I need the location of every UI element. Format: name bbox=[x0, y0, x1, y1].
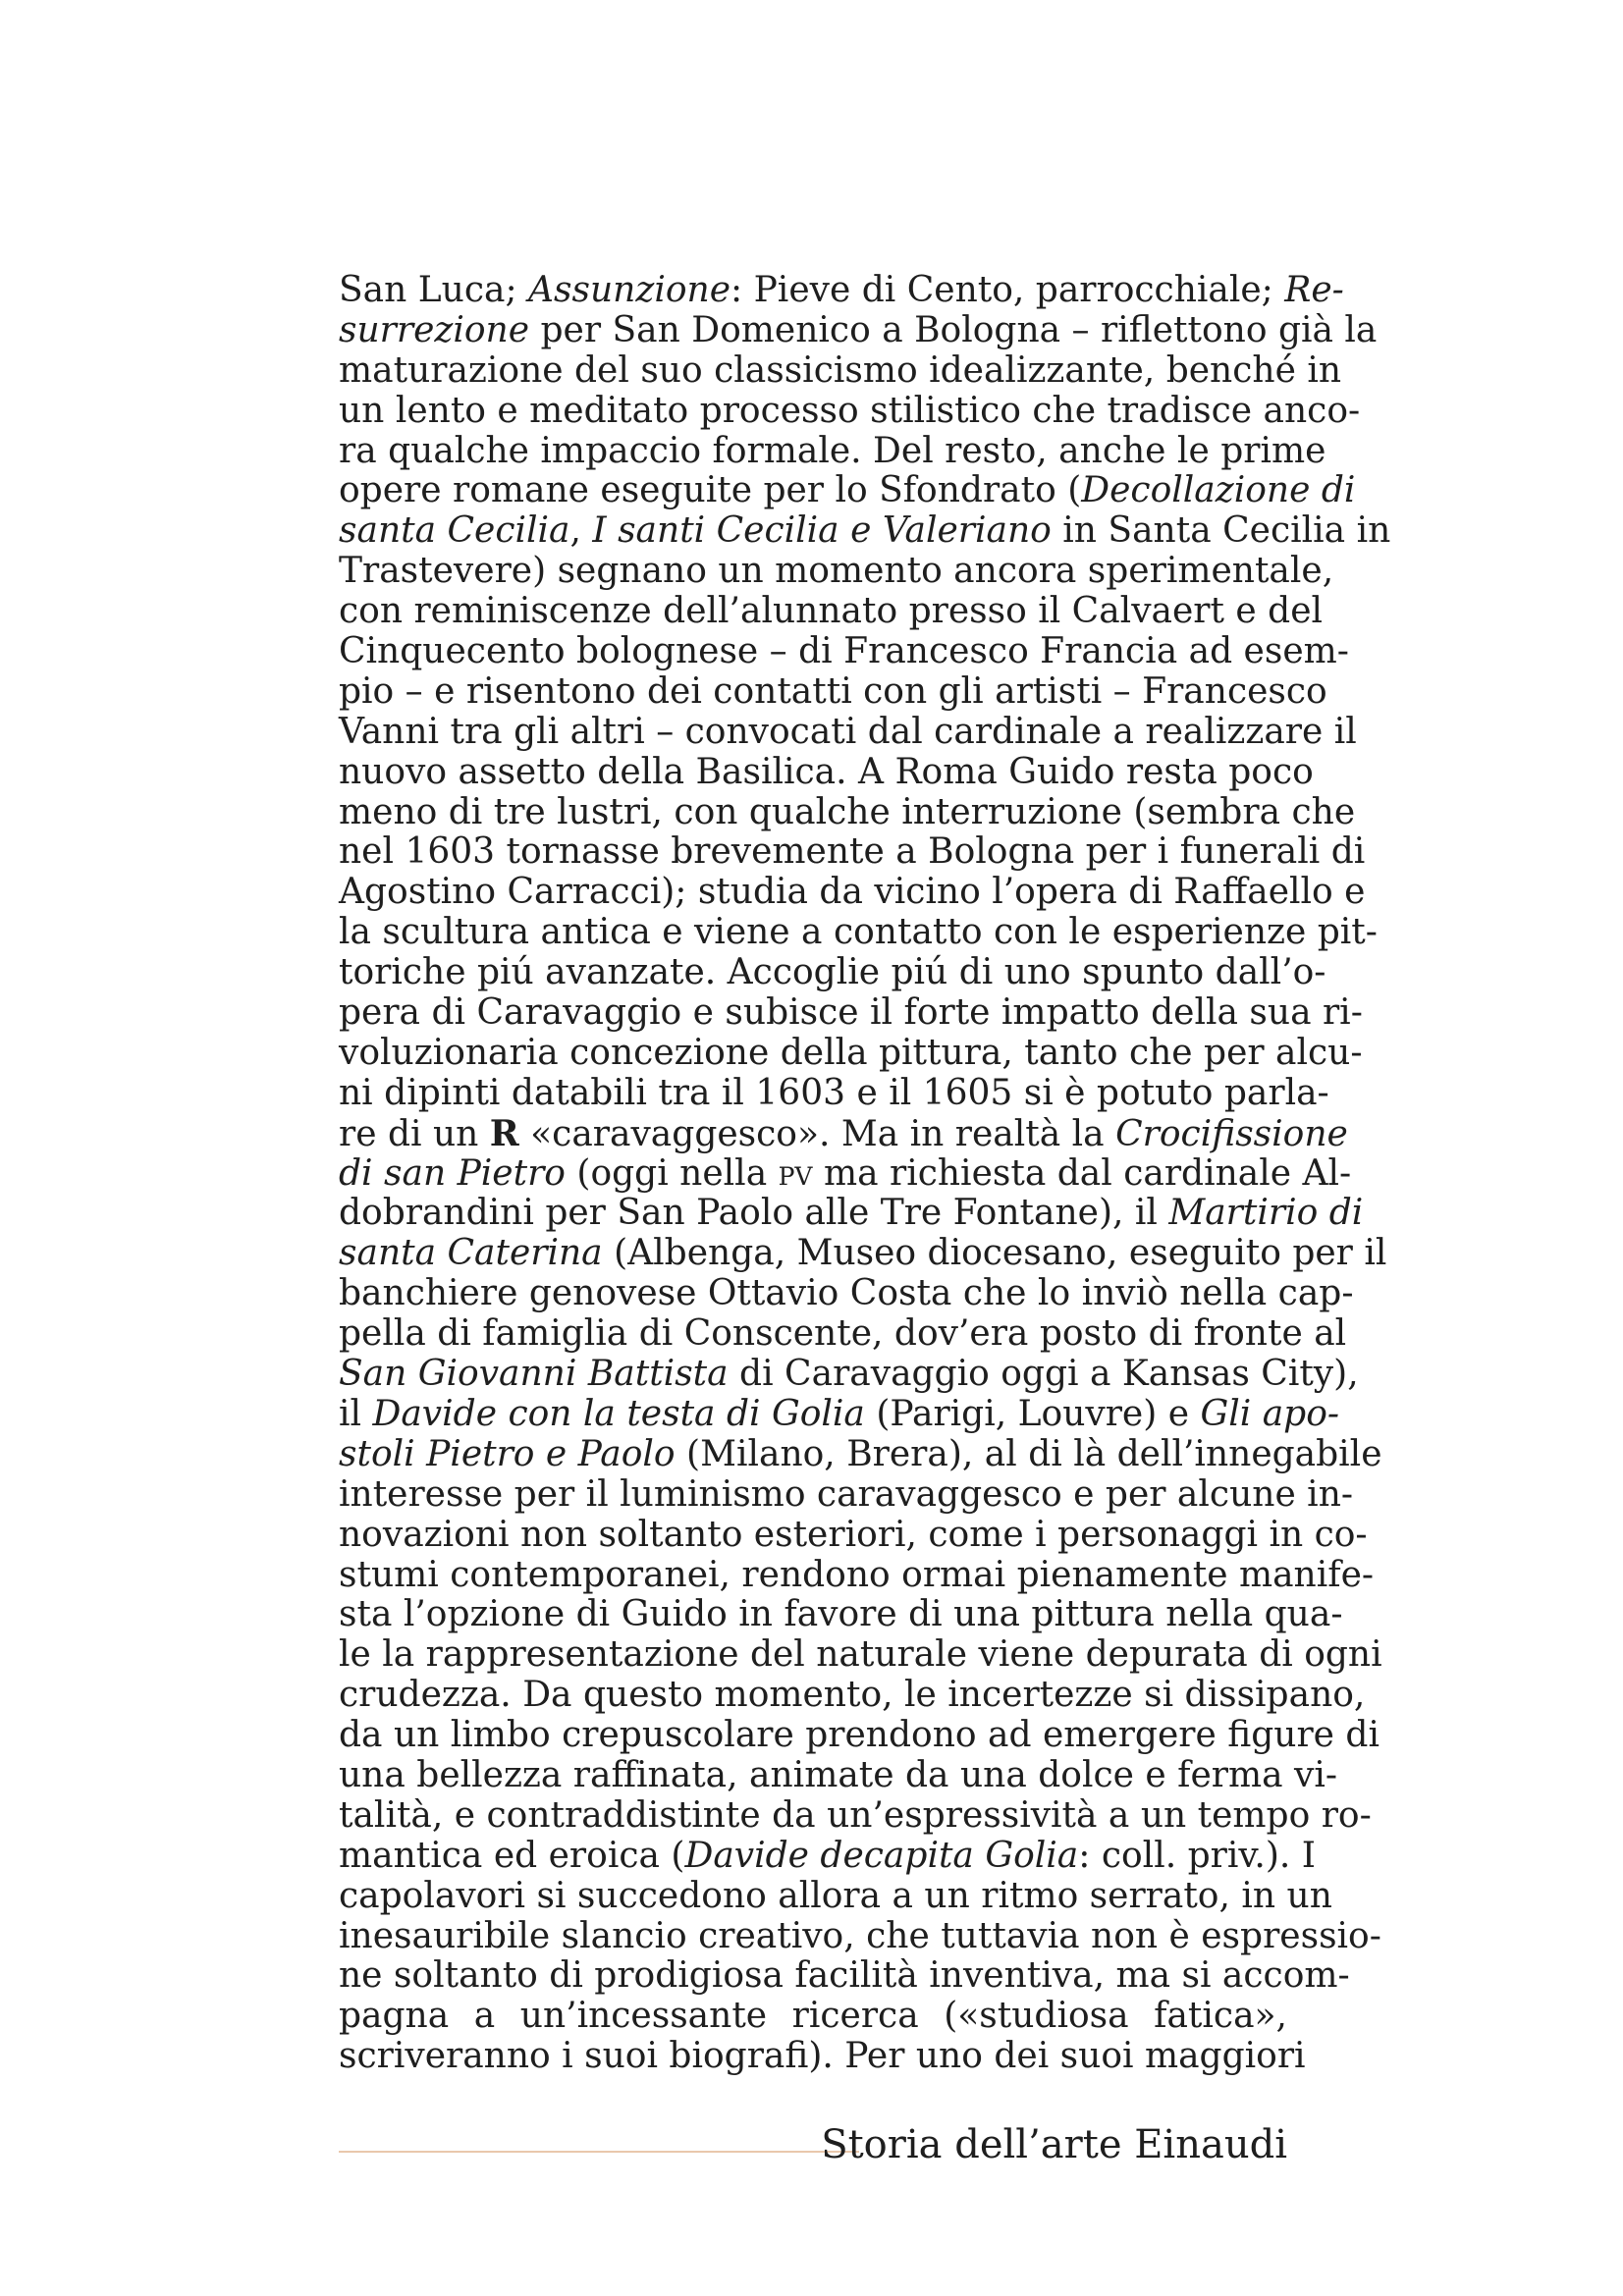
text-run: sta l’opzione di Guido in favore di una pittura nella qua- bbox=[339, 1594, 1343, 1635]
text-run: Vanni tra gli altri – convocati dal cardinale a realizzare il bbox=[339, 711, 1357, 752]
text-run: ma richiesta dal cardinale Al- bbox=[812, 1152, 1352, 1194]
text-line bbox=[339, 551, 1334, 592]
text-run: pera di Caravaggio e subisce il forte impatto della sua ri- bbox=[339, 992, 1363, 1034]
text-run: ne soltanto di prodigiosa facilità inventiva, ma si accom- bbox=[339, 1955, 1350, 1997]
italic-run: Crocifissione bbox=[1115, 1113, 1348, 1154]
text-run: banchiere genovese Ottavio Costa che lo inviò nella cap- bbox=[339, 1273, 1354, 1314]
text-line bbox=[339, 1554, 1375, 1596]
italic-run: santa Caterina bbox=[339, 1233, 603, 1274]
text-line bbox=[339, 1675, 1366, 1716]
italic-run: Re- bbox=[1284, 270, 1344, 310]
text-run: talità, e contraddistinte da un’espressività a un tempo ro- bbox=[339, 1794, 1372, 1836]
text-line bbox=[339, 1152, 1352, 1195]
text-line bbox=[339, 2036, 1306, 2077]
text-line bbox=[339, 992, 1363, 1034]
text-run: Trastevere) segnano un momento ancora sperimentale, bbox=[339, 551, 1334, 592]
text-line bbox=[339, 1313, 1347, 1355]
text-run: : Pieve di Cento, parrocchiale; bbox=[730, 270, 1285, 310]
text-run: pagna a un’incessante ricerca («studiosa fatica», bbox=[339, 1996, 1287, 2037]
text-run: nel 1603 tornasse brevemente a Bologna per i funerali di bbox=[339, 831, 1366, 873]
italic-run: Martirio di bbox=[1168, 1193, 1364, 1234]
text-run: Cinquecento bolognese – di Francesco Francia ad esem- bbox=[339, 631, 1349, 672]
text-line bbox=[339, 1955, 1350, 1997]
text-line bbox=[339, 1594, 1343, 1635]
body-text bbox=[339, 270, 1391, 2077]
text-line bbox=[339, 1273, 1354, 1314]
footer-title: Storia dell’arte Einaudi bbox=[821, 2122, 1287, 2167]
text-line bbox=[339, 670, 1327, 713]
text-run: novazioni non soltanto esteriori, come i personaggi in co- bbox=[339, 1514, 1368, 1555]
text-line bbox=[339, 711, 1357, 753]
text-run: le la rappresentazione del naturale viene depurata di ogni bbox=[339, 1634, 1382, 1676]
text-line bbox=[339, 631, 1349, 672]
text-run: ni dipinti databili tra il 1603 e il 1605 si è potuto parla- bbox=[339, 1072, 1329, 1113]
text-run: stumi contemporanei, rendono ormai pienamente manife- bbox=[339, 1554, 1375, 1595]
text-line bbox=[339, 1514, 1368, 1556]
text-line bbox=[339, 1433, 1382, 1475]
text-line bbox=[339, 1794, 1372, 1837]
text-line bbox=[339, 831, 1366, 873]
text-run: inesauribile slancio creativo, che tuttavia non è espressio- bbox=[339, 1915, 1381, 1956]
text-run: , bbox=[569, 510, 593, 552]
italic-run: Assunzione bbox=[528, 270, 731, 310]
text-run: per San Domenico a Bologna – riflettono già la bbox=[529, 309, 1378, 350]
text-line bbox=[339, 1754, 1338, 1796]
text-run: il bbox=[339, 1393, 373, 1434]
text-line bbox=[339, 470, 1356, 511]
italic-run: I santi Cecilia e Valeriano bbox=[592, 510, 1052, 552]
text-run: opere romane eseguite per lo Sfondrato ( bbox=[339, 470, 1082, 511]
text-run: ra qualche impaccio formale. Del resto, anche le prime bbox=[339, 430, 1326, 471]
text-line bbox=[339, 1875, 1332, 1917]
text-run: maturazione del suo classicismo idealizzante, benché in bbox=[339, 349, 1342, 391]
text-run: nuovo assetto della Basilica. A Roma Guido resta poco bbox=[339, 751, 1314, 792]
text-line bbox=[339, 510, 1391, 552]
italic-run: San Giovanni Battista bbox=[339, 1354, 729, 1395]
text-run: : coll. priv.). I bbox=[1078, 1835, 1317, 1876]
text-run: pella di famiglia di Conscente, dov’era posto di fronte al bbox=[339, 1313, 1347, 1355]
text-run: pio – e risentono dei contatti con gli artisti – Francesco bbox=[339, 670, 1327, 712]
text-run: un lento e meditato processo stilistico che tradisce anco- bbox=[339, 390, 1361, 431]
text-line bbox=[339, 1393, 1340, 1435]
text-run: capolavori si succedono allora a un ritmo serrato, in un bbox=[339, 1875, 1332, 1916]
text-line bbox=[339, 1032, 1363, 1074]
text-run: dobrandini per San Paolo alle Tre Fontane), il bbox=[339, 1193, 1169, 1234]
text-line bbox=[339, 751, 1314, 793]
text-line bbox=[339, 1634, 1382, 1676]
text-line bbox=[339, 872, 1366, 913]
text-line bbox=[339, 1997, 1287, 2037]
italic-run: Gli apo- bbox=[1200, 1393, 1340, 1434]
text-run: con reminiscenze dell’alunnato presso il Calvaert e del bbox=[339, 591, 1324, 632]
italic-run: santa Cecilia bbox=[339, 510, 570, 552]
text-run: mantica ed eroica ( bbox=[339, 1835, 685, 1876]
text-run: voluzionaria concezione della pittura, tanto che per alcu- bbox=[339, 1032, 1363, 1073]
text-line bbox=[339, 430, 1326, 472]
text-run: San Luca; bbox=[339, 270, 529, 310]
text-line bbox=[339, 1473, 1354, 1516]
italic-run: surrezione bbox=[339, 309, 530, 350]
text-line bbox=[339, 1112, 1348, 1154]
bold-run: R bbox=[489, 1112, 519, 1154]
text-line bbox=[339, 1715, 1380, 1756]
text-run: in Santa Cecilia in bbox=[1051, 510, 1391, 552]
text-line bbox=[339, 912, 1378, 953]
smallcaps-run: pv bbox=[778, 1152, 813, 1194]
text-line bbox=[339, 1193, 1364, 1234]
text-run: toriche piú avanzate. Accoglie piú di uno spunto dall’o- bbox=[339, 952, 1326, 993]
text-run: (oggi nella bbox=[565, 1152, 779, 1194]
text-run: una bellezza raffinata, animate da una dolce e ferma vi- bbox=[339, 1754, 1338, 1795]
italic-run: Davide con la testa di Golia bbox=[372, 1393, 865, 1434]
text-line bbox=[339, 270, 1344, 311]
text-run: (Milano, Brera), al di là dell’innegabile bbox=[675, 1433, 1382, 1474]
text-line bbox=[339, 952, 1326, 993]
text-run: da un limbo crepuscolare prendono ad emergere figure di bbox=[339, 1715, 1380, 1756]
text-line bbox=[339, 591, 1324, 632]
text-line bbox=[339, 791, 1356, 833]
text-run: meno di tre lustri, con qualche interruzione (sembra che bbox=[339, 791, 1356, 832]
text-line bbox=[339, 1915, 1381, 1957]
text-run: scriveranno i suoi biografi). Per uno dei suoi maggiori bbox=[339, 2036, 1306, 2077]
text-run: di Caravaggio oggi a Kansas City), bbox=[728, 1354, 1359, 1395]
text-run: la scultura antica e viene a contatto con le esperienze pit- bbox=[339, 912, 1378, 953]
text-line bbox=[339, 1072, 1329, 1114]
text-line bbox=[339, 1835, 1317, 1877]
text-line bbox=[339, 1233, 1387, 1274]
footer-rule bbox=[339, 2151, 859, 2153]
text-line bbox=[339, 349, 1342, 392]
text-line bbox=[339, 309, 1378, 351]
text-run: re di un bbox=[339, 1113, 490, 1154]
text-run: interesse per il luminismo caravaggesco e per alcune in- bbox=[339, 1473, 1354, 1515]
italic-run: Decollazione di bbox=[1081, 470, 1356, 511]
italic-run: di san Pietro bbox=[339, 1152, 566, 1194]
italic-run: stoli Pietro e Paolo bbox=[339, 1433, 676, 1474]
text-run: (Albenga, Museo diocesano, eseguito per il bbox=[602, 1233, 1387, 1274]
italic-run: Davide decapita Golia bbox=[684, 1835, 1079, 1876]
text-run: Agostino Carracci); studia da vicino l’opera di Raffaello e bbox=[339, 872, 1366, 913]
text-run: (Parigi, Louvre) e bbox=[864, 1393, 1201, 1434]
text-run: crudezza. Da questo momento, le incertezze si dissipano, bbox=[339, 1675, 1366, 1716]
text-run: «caravaggesco». Ma in realtà la bbox=[518, 1113, 1116, 1154]
text-line bbox=[339, 1354, 1359, 1395]
text-line bbox=[339, 390, 1361, 432]
